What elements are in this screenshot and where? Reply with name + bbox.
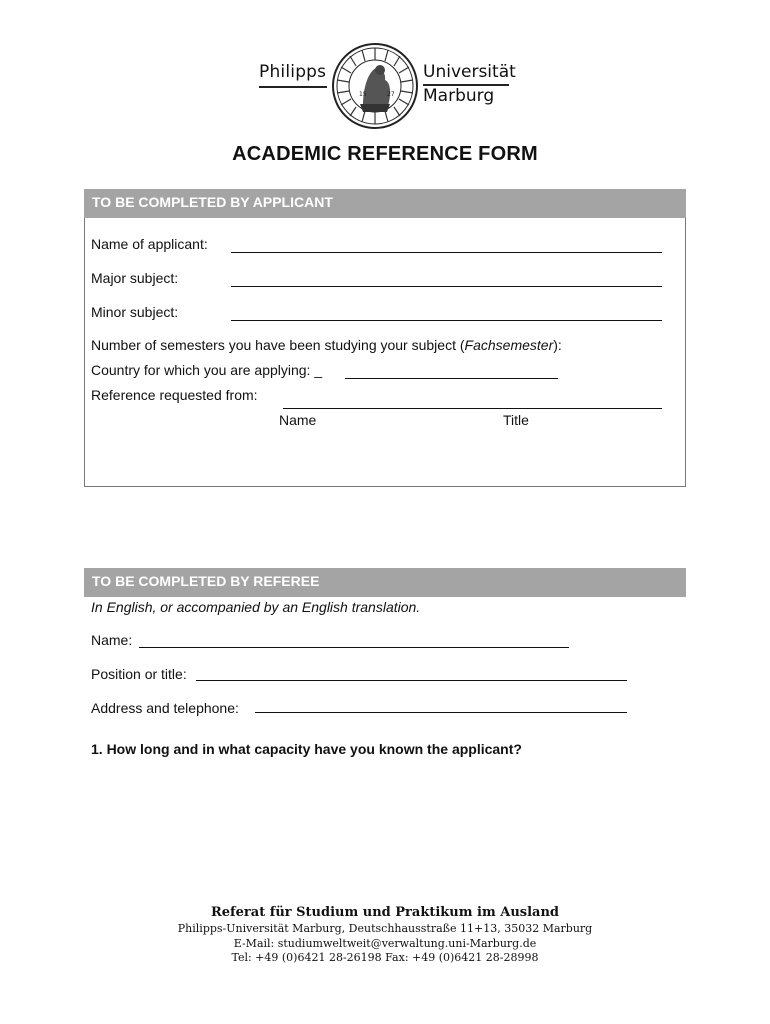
referee-position-label: Position or title:: [91, 666, 187, 682]
referee-address-label: Address and telephone:: [91, 700, 239, 716]
logo-text-philipps: Philipps: [259, 62, 327, 82]
applicant-name-field[interactable]: [231, 252, 662, 253]
reference-name-caption: Name: [279, 412, 317, 428]
referee-note: In English, or accompanied by an English translation.: [91, 599, 421, 615]
applicant-name-label: Name of applicant:: [91, 236, 208, 252]
page-title: ACADEMIC REFERENCE FORM: [232, 143, 538, 165]
referee-section-header: TO BE COMPLETED BY REFEREE: [84, 568, 686, 597]
referee-name-field[interactable]: [139, 647, 569, 648]
footer-email: E-Mail: studiumweltweit@verwaltung.uni-Marburg.de: [233, 937, 537, 950]
referee-name-label: Name:: [91, 632, 133, 648]
logo-text-universitat: Universität: [423, 62, 516, 82]
country-label: Country for which you are applying: _: [91, 362, 323, 378]
reference-title-caption: Title: [503, 412, 529, 428]
footer-office: Referat für Studium und Praktikum im Ausland: [210, 905, 559, 920]
logo-text-marburg: Marburg: [423, 86, 495, 106]
major-subject-field[interactable]: [231, 286, 662, 287]
footer-address: Philipps-Universität Marburg, Deutschhausstraße 11+13, 35032 Marburg: [177, 922, 593, 935]
minor-subject-field[interactable]: [231, 320, 662, 321]
country-field[interactable]: [345, 378, 558, 379]
major-subject-label: Major subject:: [91, 270, 179, 286]
question-1: 1. How long and in what capacity have you known the applicant?: [91, 741, 522, 757]
referee-position-field[interactable]: [196, 680, 627, 681]
university-seal-icon: [330, 42, 420, 130]
referee-address-field[interactable]: [255, 712, 627, 713]
reference-requested-label: Reference requested from:: [91, 387, 258, 403]
semesters-label: Number of semesters you have been studying your subject (Fachsemester):: [91, 337, 562, 353]
reference-requested-field[interactable]: [283, 408, 662, 409]
svg-text:15: 15: [359, 91, 367, 98]
logo-underline-left: [259, 86, 327, 88]
minor-subject-label: Minor subject:: [91, 304, 179, 320]
footer-phone: Tel: +49 (0)6421 28-26198 Fax: +49 (0)6421 28-28998: [231, 951, 539, 964]
applicant-section-header: TO BE COMPLETED BY APPLICANT: [84, 189, 686, 218]
svg-text:27: 27: [387, 91, 395, 98]
